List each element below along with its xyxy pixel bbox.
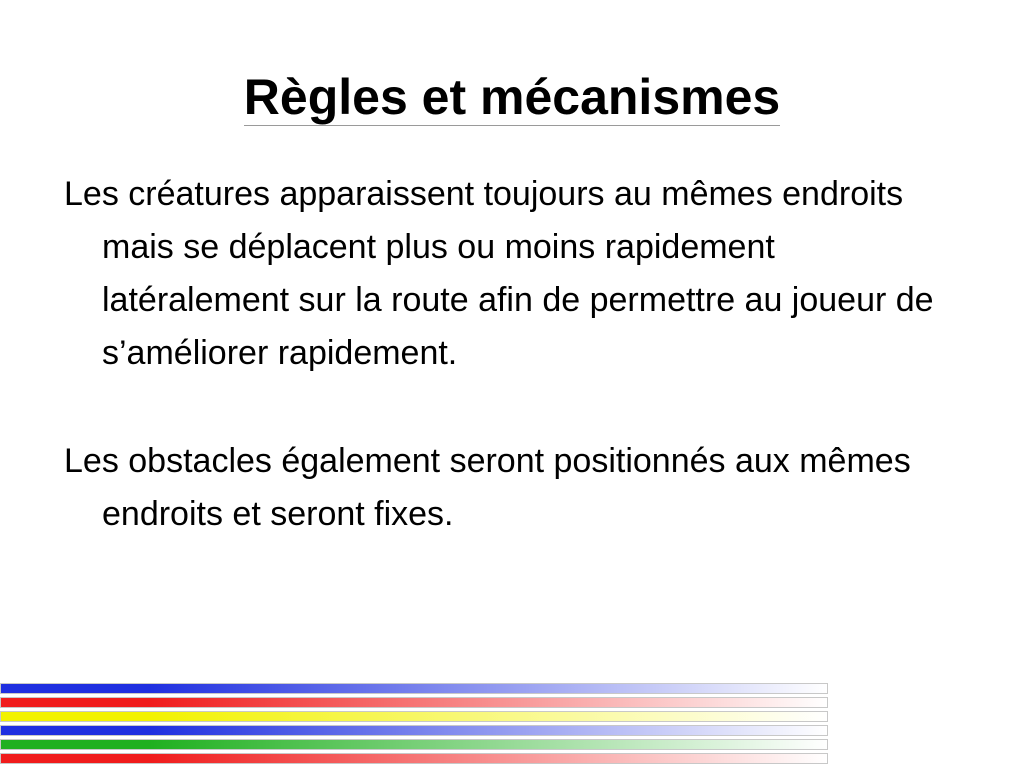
stripe-blue-1 [0, 683, 828, 694]
stripe-green [0, 739, 828, 750]
stripe-red-2 [0, 753, 828, 764]
paragraph-obstacles: Les obstacles également seront positionnés aux mêmes endroits et seront fixes. [64, 442, 911, 533]
paragraph-creatures: Les créatures apparaissent toujours au mêmes endroits mais se déplacent plus ou moins rapidement latéralement sur la route afin de permettre au joueur de s’améliorer rapidement. [64, 175, 934, 372]
stripe-yellow [0, 711, 828, 722]
stripe-blue-2 [0, 725, 828, 736]
slide-body [64, 168, 964, 541]
decorative-stripes [0, 683, 828, 767]
slide-title-text: Règles et mécanismes [243, 69, 781, 125]
stripe-red-1 [0, 697, 828, 708]
slide-title [0, 62, 1024, 132]
